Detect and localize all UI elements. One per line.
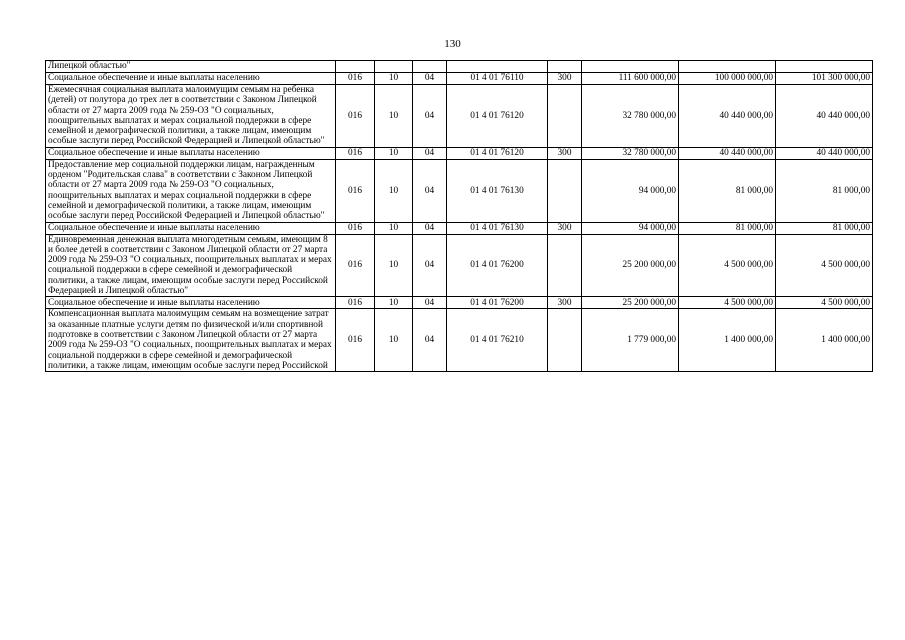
row-amount-year-2: 4 500 000,00 [679,234,776,297]
row-section-code: 10 [375,234,413,297]
row-grbs-code: 016 [336,73,375,85]
row-expense-type-code [548,309,582,372]
row-name: Ежемесячная социальная выплата малоимущим семьям на ребенка (детей) от полутора до трех лет в соответствии с Законом Липецкой области от 27 марта 2009 года № 259-ОЗ "О социальных, поощрительных выплатах и мерах социальной поддержки в сфере семейной и демографической политики, а также лицам, имеющим особые заслуги перед Российской Федерацией и Липецкой областью" [46,85,336,148]
table-row [46,222,873,234]
row-name: Социальное обеспечение и иные выплаты населению [46,297,336,309]
row-section-code: 10 [375,297,413,309]
row-name: Социальное обеспечение и иные выплаты населению [46,73,336,85]
row-grbs-code: 016 [336,147,375,159]
row-amount-year-3: 4 500 000,00 [776,297,873,309]
table-row [46,309,873,372]
row-name: Социальное обеспечение и иные выплаты населению [46,147,336,159]
row-target-article-code: 01 4 01 76130 [447,222,548,234]
row-grbs-code: 016 [336,85,375,148]
table-row [46,159,873,222]
row-expense-type-code [548,234,582,297]
row-amount-year-2: 81 000,00 [679,159,776,222]
row-name: Предоставление мер социальной поддержки лицам, награжденным орденом "Родительская слава" в соответствии с Законом Липецкой области от 27 марта 2009 года № 259-ОЗ "О социальных, поощрительных выплатах и мерах социальной поддержки в сфере семейной и демографической политики, а также лицам, имеющим особые заслуги перед Российской Федерацией и Липецкой областью" [46,159,336,222]
row-amount-year-1: 25 200 000,00 [582,297,679,309]
row-amount-year-1: 1 779 000,00 [582,309,679,372]
row-section-code: 10 [375,159,413,222]
row-section-code [375,61,413,73]
row-subsection-code: 04 [413,222,447,234]
row-amount-year-2 [679,61,776,73]
row-amount-year-1: 94 000,00 [582,222,679,234]
row-grbs-code: 016 [336,309,375,372]
page-number: 130 [444,38,461,50]
row-section-code: 10 [375,147,413,159]
row-expense-type-code: 300 [548,297,582,309]
row-amount-year-3: 81 000,00 [776,222,873,234]
row-amount-year-2: 40 440 000,00 [679,147,776,159]
row-amount-year-3: 4 500 000,00 [776,234,873,297]
row-section-code: 10 [375,73,413,85]
row-name: Единовременная денежная выплата многодетным семьям, имеющим 8 и более детей в соответствии с Законом Липецкой области от 27 марта 2009 года № 259-ОЗ "О социальных, поощрительных выплатах и мерах социальной поддержки в сфере семейной и демографической политики, а также лицам, имеющим особые заслуги перед Российской Федерацией и Липецкой областью" [46,234,336,297]
row-target-article-code: 01 4 01 76110 [447,73,548,85]
row-name: Компенсационная выплата малоимущим семьям на возмещение затрат за оказанные платные услуги детям по физической и/или спортивной подготовке в соответствии с Законом Липецкой области от 27 марта 2009 года № 259-ОЗ "О социальных, поощрительных выплатах и мерах социальной поддержки в сфере семейной и демографической политики, а также лицам, имеющим особые заслуги перед Российской [46,309,336,372]
row-target-article-code: 01 4 01 76200 [447,297,548,309]
budget-table [45,60,873,372]
row-section-code: 10 [375,222,413,234]
row-amount-year-1: 32 780 000,00 [582,147,679,159]
row-subsection-code: 04 [413,309,447,372]
row-target-article-code: 01 4 01 76120 [447,147,548,159]
row-expense-type-code [548,85,582,148]
row-expense-type-code: 300 [548,222,582,234]
row-amount-year-2: 1 400 000,00 [679,309,776,372]
row-amount-year-2: 100 000 000,00 [679,73,776,85]
row-grbs-code: 016 [336,234,375,297]
row-grbs-code [336,61,375,73]
row-amount-year-1: 111 600 000,00 [582,73,679,85]
row-expense-type-code: 300 [548,73,582,85]
row-grbs-code: 016 [336,159,375,222]
row-subsection-code: 04 [413,147,447,159]
row-subsection-code: 04 [413,73,447,85]
row-target-article-code: 01 4 01 76120 [447,85,548,148]
table-row [46,147,873,159]
row-target-article-code: 01 4 01 76130 [447,159,548,222]
row-section-code: 10 [375,309,413,372]
row-grbs-code: 016 [336,222,375,234]
row-grbs-code: 016 [336,297,375,309]
table-row [46,73,873,85]
row-amount-year-1: 32 780 000,00 [582,85,679,148]
row-subsection-code: 04 [413,234,447,297]
table-row [46,61,873,73]
row-subsection-code: 04 [413,159,447,222]
row-amount-year-1 [582,61,679,73]
row-amount-year-2: 81 000,00 [679,222,776,234]
row-subsection-code: 04 [413,297,447,309]
table-row [46,234,873,297]
table-row [46,85,873,148]
row-target-article-code: 01 4 01 76210 [447,309,548,372]
table-row [46,297,873,309]
row-amount-year-3: 81 000,00 [776,159,873,222]
row-name: Липецкой областью" [46,61,336,73]
row-amount-year-3: 1 400 000,00 [776,309,873,372]
row-amount-year-3: 40 440 000,00 [776,85,873,148]
row-amount-year-2: 4 500 000,00 [679,297,776,309]
row-target-article-code [447,61,548,73]
row-amount-year-1: 25 200 000,00 [582,234,679,297]
row-amount-year-3: 40 440 000,00 [776,147,873,159]
row-name: Социальное обеспечение и иные выплаты населению [46,222,336,234]
row-amount-year-3 [776,61,873,73]
row-section-code: 10 [375,85,413,148]
row-expense-type-code: 300 [548,147,582,159]
row-amount-year-2: 40 440 000,00 [679,85,776,148]
row-amount-year-1: 94 000,00 [582,159,679,222]
row-target-article-code: 01 4 01 76200 [447,234,548,297]
row-subsection-code: 04 [413,85,447,148]
row-expense-type-code [548,159,582,222]
row-subsection-code [413,61,447,73]
row-amount-year-3: 101 300 000,00 [776,73,873,85]
row-expense-type-code [548,61,582,73]
